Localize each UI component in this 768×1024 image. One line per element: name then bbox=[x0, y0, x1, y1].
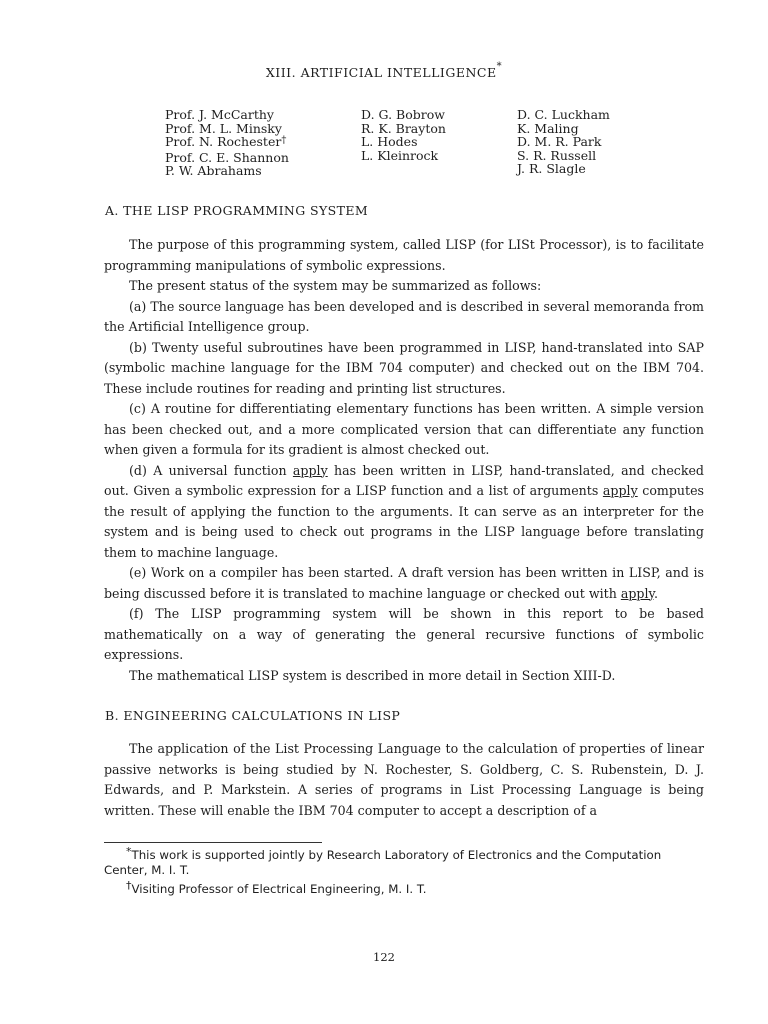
staff-name: Prof. C. E. Shannon bbox=[165, 149, 289, 165]
section-a-heading: A. THE LISP PROGRAMMING SYSTEM bbox=[105, 203, 369, 218]
footnote-mark: † bbox=[126, 879, 132, 892]
underlined-term: apply bbox=[620, 585, 654, 601]
footnotes bbox=[104, 845, 704, 902]
paragraph: (e) Work on a compiler has been started. A draft version has been written in LISP, and is being discussed before it is translated to machine language or checked out with apply. bbox=[104, 565, 704, 601]
staff-name: R. K. Brayton bbox=[361, 120, 446, 136]
footnote-text: Visiting Professor of Electrical Engineering, M. I. T. bbox=[131, 882, 427, 896]
footnote-mark: † bbox=[281, 135, 287, 147]
paragraph: (a) The source language has been developed and is described in several memoranda from the Artificial Intelligence group. bbox=[104, 298, 704, 334]
paragraph: (c) A routine for differentiating elementary functions has been written. A simple version has been checked out, and a more complicated version that can differentiate any function when given a formula for its gradient is almost checked out. bbox=[104, 401, 704, 457]
staff-name: L. Kleinrock bbox=[361, 147, 439, 163]
staff-name: J. R. Slagle bbox=[517, 161, 586, 177]
paragraph: The purpose of this programming system, called LISP (for LISt Processor), is to facilitate programming manipulations of symbolic expressions. bbox=[104, 237, 704, 273]
paragraph: (f) The LISP programming system will be shown in this report to be based mathematically on a way of generating the general recursive functions of symbolic expressions. bbox=[104, 606, 704, 662]
staff-name: D. G. Bobrow bbox=[361, 107, 445, 122]
staff-name: S. R. Russell bbox=[517, 147, 597, 163]
page-number: 122 bbox=[373, 950, 395, 964]
staff-name: Prof. M. L. Minsky bbox=[165, 120, 282, 136]
footnote-mark: * bbox=[126, 845, 132, 858]
title-text: XIII. ARTIFICIAL INTELLIGENCE bbox=[265, 65, 497, 81]
staff-name: D. C. Luckham bbox=[517, 107, 610, 122]
staff-column-1 bbox=[165, 108, 289, 178]
underlined-term: apply bbox=[602, 483, 638, 498]
staff-name: K. Maling bbox=[517, 120, 579, 136]
paragraph: (b) Twenty useful subroutines have been programmed in LISP, hand-translated into SAP (symbolic machine language for the IBM 704 computer) and checked out on the IBM 704. These include routines for reading and printing list structures. bbox=[104, 339, 704, 396]
staff-column-3 bbox=[517, 108, 610, 176]
staff-name: L. Hodes bbox=[361, 134, 418, 150]
paragraph: (d) A universal function apply has been written in LISP, hand-translated, and checked out. Given a symbolic expression for a LISP function and a list of arguments apply computes the result of applying the function to the arguments. It can serve as an interpreter for the system and is being used to check out programs in the LISP language before translating them to machine language. bbox=[104, 462, 704, 560]
section-b-body bbox=[104, 739, 704, 821]
paragraph: The present status of the system may be summarized as follows: bbox=[129, 278, 542, 293]
footnote-divider bbox=[104, 842, 322, 843]
staff-name: Prof. J. McCarthy bbox=[165, 107, 274, 122]
footnote-text: This work is supported jointly by Research Laboratory of Electronics and the Computation Center, M. I. T. bbox=[104, 848, 662, 877]
footnote bbox=[104, 879, 704, 897]
paragraph: The application of the List Processing Language to the calculation of properties of linear passive networks is being studied by N. Rochester, S. Goldberg, C. S. Rubenstein, D. J. Edwards, and P. Markstein. A series of programs in List Processing Language is being written. These will enable the IBM 704 computer to accept a description of a bbox=[104, 741, 704, 818]
underlined-term: apply bbox=[292, 462, 328, 478]
staff-name: D. M. R. Park bbox=[517, 134, 602, 150]
footnote bbox=[104, 845, 704, 877]
section-b-heading: B. ENGINEERING CALCULATIONS IN LISP bbox=[105, 708, 401, 723]
section-a-body bbox=[104, 235, 704, 686]
staff-name: Prof. N. Rochester† bbox=[165, 134, 287, 150]
page-title bbox=[0, 61, 768, 81]
paragraph: The mathematical LISP system is described in more detail in Section XIII-D. bbox=[129, 667, 616, 683]
staff-column-2 bbox=[361, 108, 446, 162]
staff-name: P. W. Abrahams bbox=[165, 163, 262, 179]
title-footnote-mark: * bbox=[496, 61, 503, 72]
